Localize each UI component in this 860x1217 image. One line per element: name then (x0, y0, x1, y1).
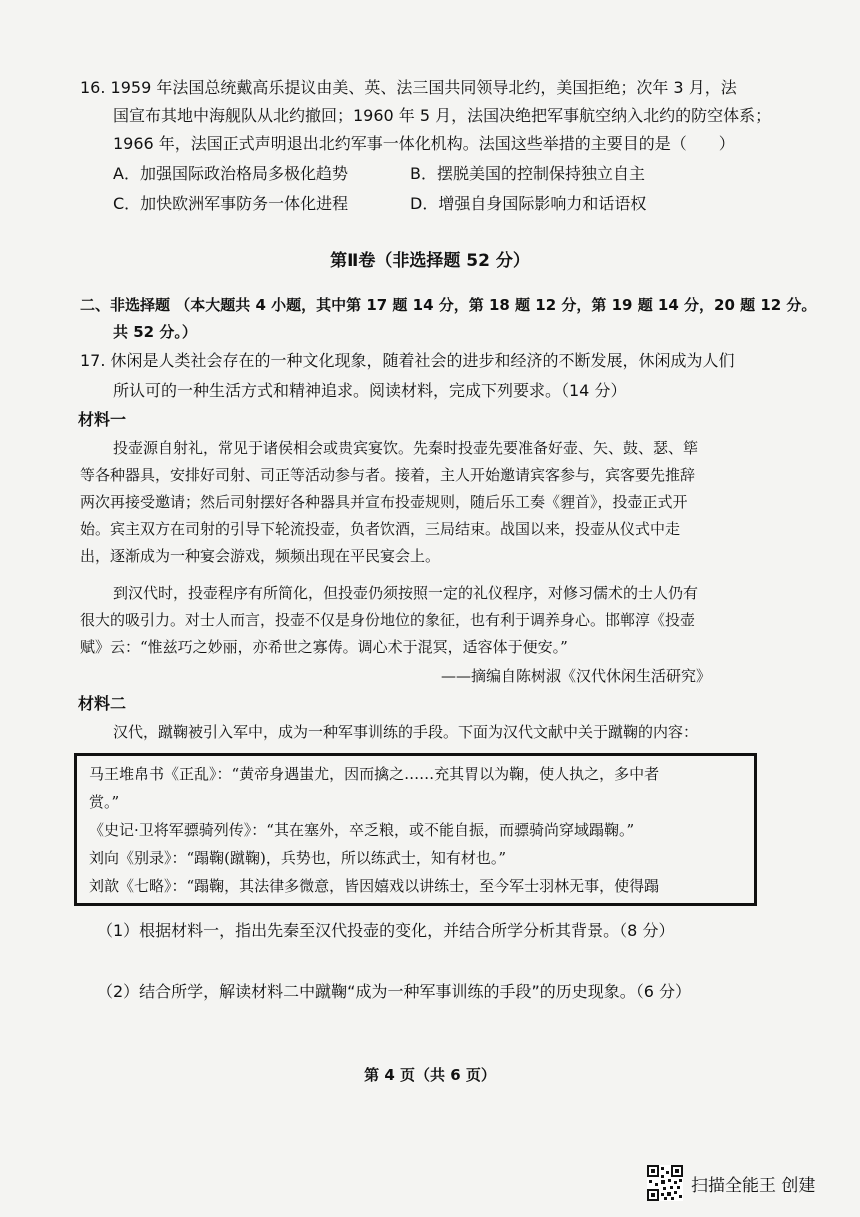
quote-box-line-5: 刘歆《七略》：“蹋鞠，其法律多微意，皆因嬉戏以讲练士，至今军士羽林无事，使得蹋 (89, 877, 660, 895)
material-one-p2-line-3: 赋》云：“惟兹巧之妙丽，亦希世之寡俦。调心术于混冥，适容体于便安。” (80, 638, 568, 656)
section-header-line-1: 二、非选择题 （本大题共 4 小题，其中第 17 题 14 分，第 18 题 12 分，第 19 题 14 分，20 题 12 分。 (80, 296, 817, 314)
quote-box-line-3: 《史记·卫将军骠骑列传》：“其在塞外，卒乏粮，或不能自振，而骠骑尚穿域蹋鞠。” (89, 821, 635, 839)
q17-subquestion-2: （2）结合所学，解读材料二中蹴鞠“成为一种军事训练的手段”的历史现象。（6 分） (97, 982, 692, 1001)
q16-option-a: A．加强国际政治格局多极化趋势 (113, 164, 348, 183)
material-two-label: 材料二 (78, 694, 127, 713)
q16-line-1: 16. 1959 年法国总统戴高乐提议由美、英、法三国共同领导北约，美国拒绝；次年 3 月，法 (80, 78, 737, 97)
quote-box-line-1: 马王堆帛书《正乱》：“黄帝身遇蚩尤，因而擒之……充其胃以为鞠，使人执之，多中者 (89, 765, 660, 783)
material-one-p1-line-5: 出，逐渐成为一种宴会游戏，频频出现在平民宴会上。 (80, 547, 441, 565)
q17-line-2: 所认可的一种生活方式和精神追求。阅读材料，完成下列要求。（14 分） (113, 381, 627, 400)
q16-option-d: D．增强自身国际影响力和话语权 (410, 194, 647, 213)
material-two-intro: 汉代，蹴鞠被引入军中，成为一种军事训练的手段。下面为汉代文献中关于蹴鞠的内容： (113, 723, 699, 741)
quote-box-line-2: 赏。” (89, 793, 120, 811)
q16-option-c: C．加快欧洲军事防务一体化进程 (113, 194, 349, 213)
material-one-p2-line-1: 到汉代时，投壶程序有所简化，但投壶仍须按照一定的礼仪程序，对修习儒术的士人仍有 (113, 584, 699, 602)
material-one-p2-line-2: 很大的吸引力。对士人而言，投壶不仅是身份地位的象征，也有利于调养身心。邯郸淳《投壶 (80, 611, 696, 629)
material-one-p1-line-4: 始。宾主双方在司射的引导下轮流投壶，负者饮酒，三局结束。战国以来，投壶从仪式中走 (80, 520, 681, 538)
material-one-p1-line-2: 等各种器具，安排好司射、司正等活动参与者。接着，主人开始邀请宾客参与，宾客要先推辞 (80, 466, 696, 484)
watermark-text: 扫描全能王 创建 (691, 1175, 816, 1196)
quote-box-line-4: 刘向《别录》：“蹋鞠(蹴鞠)，兵势也，所以练武士，知有材也。” (89, 849, 507, 867)
q16-option-b: B．摆脱美国的控制保持独立自主 (410, 164, 645, 183)
q16-line-2: 国宣布其地中海舰队从北约撤回；1960 年 5 月，法国决绝把军事航空纳入北约的防空体系； (113, 106, 772, 125)
material-one-source: ——摘编自陈树淑《汉代休闲生活研究》 (441, 667, 712, 685)
scanner-watermark (647, 1163, 815, 1203)
q17-line-1: 17. 休闲是人类社会存在的一种文化现象，随着社会的进步和经济的不断发展，休闲成为人们 (80, 351, 735, 370)
q16-line-3: 1966 年，法国正式声明退出北约军事一体化机构。法国这些举措的主要目的是（ ） (113, 134, 735, 153)
section-header-line-2: 共 52 分。） (113, 323, 197, 341)
part-two-title: 第Ⅱ卷（非选择题 52 分） (330, 251, 530, 271)
qr-code-icon (647, 1165, 683, 1201)
material-one-p1-line-3: 两次再接受邀请；然后司射摆好各种器具并宣布投壶规则，随后乐工奏《貍首》，投壶正式开 (80, 493, 688, 511)
material-one-label: 材料一 (78, 410, 127, 429)
q17-subquestion-1: （1）根据材料一，指出先秦至汉代投壶的变化，并结合所学分析其背景。（8 分） (97, 921, 675, 940)
page-number: 第 4 页（共 6 页） (364, 1066, 496, 1084)
material-one-p1-line-1: 投壶源自射礼，常见于诸侯相会或贵宾宴饮。先秦时投壶先要准备好壶、矢、鼓、瑟、筚 (113, 439, 699, 457)
